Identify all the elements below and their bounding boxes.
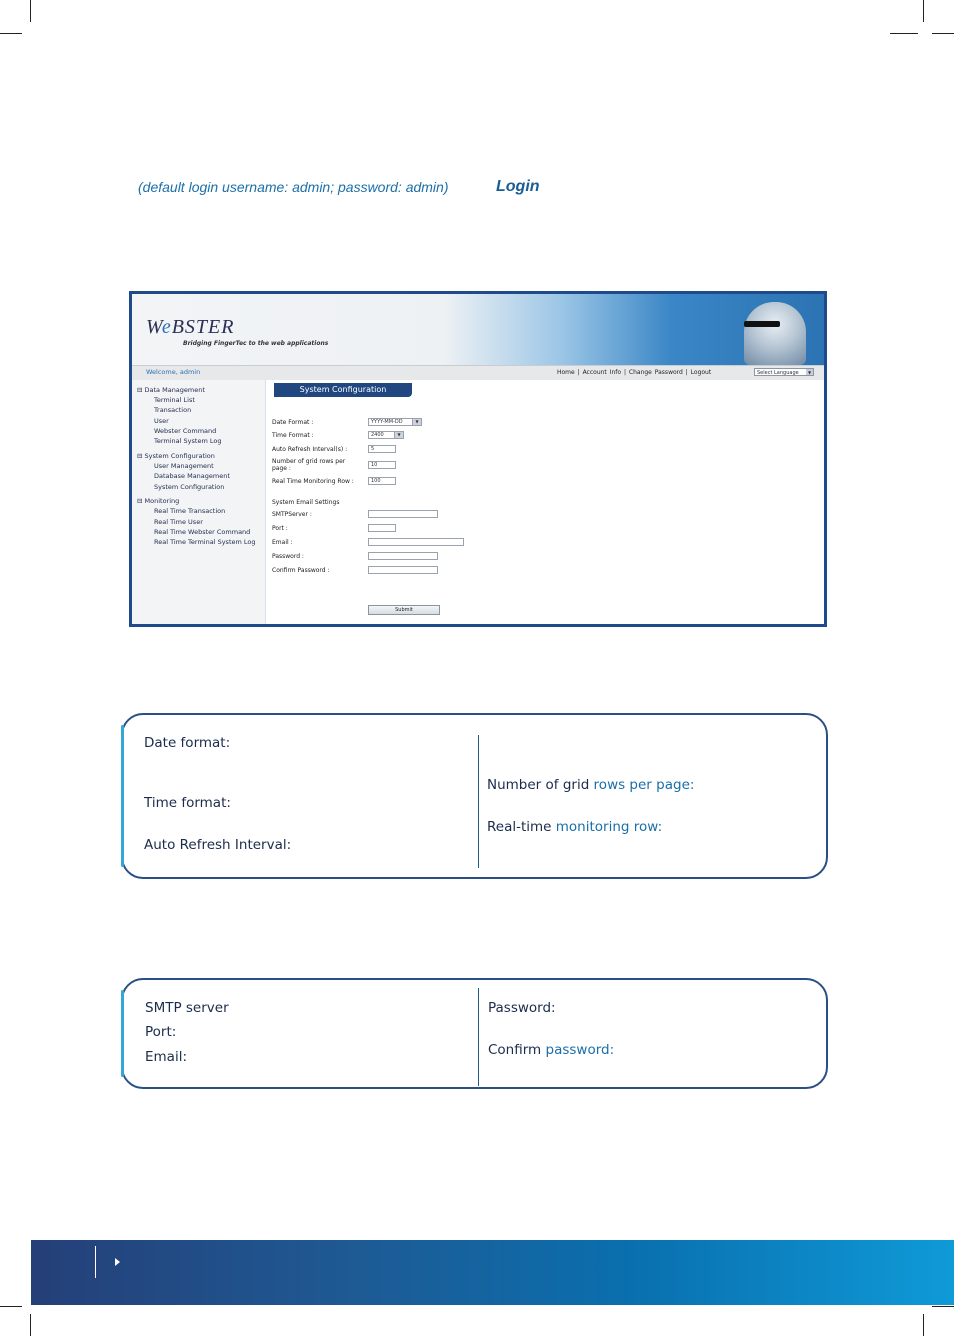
time-format-label: Time Format : [272,432,314,439]
password-input[interactable] [368,552,438,560]
crop-mark [30,1314,31,1336]
sidebar-item-real-time-webster-command[interactable]: Real Time Webster Command [154,528,251,536]
language-select[interactable]: Select Language ▼ [754,368,814,376]
confirm-password-term: Confirm password: [488,1042,615,1058]
chevron-down-icon: ▼ [394,432,403,438]
password-label: Password : [272,553,304,560]
smtp-label: SMTPServer : [272,511,312,518]
robot-visor [744,321,780,327]
sidebar-item-user[interactable]: User [154,417,169,425]
crop-mark [932,1306,954,1307]
date-format-label: Date Format : [272,419,314,426]
crop-mark [30,0,31,22]
box-divider [478,735,479,868]
sidebar-item-webster-command[interactable]: Webster Command [154,427,217,435]
webster-screenshot [129,291,827,627]
monitoring-row-input[interactable]: 100 [368,477,396,485]
sidebar [132,380,266,627]
chevron-down-icon: ▼ [412,419,421,425]
sidebar-item-user-management[interactable]: User Management [154,462,214,470]
sidebar-item-transaction[interactable]: Transaction [154,406,192,414]
box-divider [478,988,479,1086]
nav-links: Home | Account Info | Change Password | Logout [557,369,712,376]
footer-band [31,1240,954,1305]
port-label: Port : [272,525,288,532]
crop-mark [923,0,924,22]
email-input[interactable] [368,538,464,546]
email-label: Email : [272,539,293,546]
nav-logout[interactable]: Logout [690,369,712,376]
webster-logo: WeBSTER [146,316,235,338]
crop-mark [0,1306,22,1307]
top-navbar [132,365,824,381]
login-heading: Login [496,178,540,195]
nav-home[interactable]: Home [557,369,575,376]
nav-account-info[interactable]: Account Info [582,369,622,376]
grid-rows-input[interactable]: 10 [368,461,396,469]
sidebar-group-data-management[interactable]: ⊟ Data Management [137,386,205,394]
nav-change-password[interactable]: Change Password [628,369,683,376]
sidebar-item-real-time-terminal-system-log[interactable]: Real Time Terminal System Log [154,538,256,546]
grid-rows-label-2: page : [272,465,291,472]
config-panel [266,380,824,627]
sidebar-item-terminal-list[interactable]: Terminal List [154,396,195,404]
auto-refresh-term: Auto Refresh Interval: [144,837,292,853]
panel-title: System Configuration [274,383,412,397]
password-term: Password: [488,1000,556,1016]
monitoring-row-term: Real-time monitoring row: [487,819,663,835]
time-format-term: Time format: [144,795,231,811]
grid-rows-label: Number of grid rows per [272,458,346,465]
auto-refresh-input[interactable]: 5 [368,445,396,453]
crop-mark [923,1314,924,1336]
crop-mark [0,33,22,34]
welcome-text: Welcome, admin [146,368,201,376]
time-format-select[interactable]: 2400 ▼ [368,431,404,439]
smtp-server-term: SMTP server [145,1000,229,1016]
default-login-note: (default login username: admin; password: admin) [138,179,449,195]
date-format-select[interactable]: YYYY-MM-DD ▼ [368,418,422,426]
email-settings-heading: System Email Settings [272,499,340,506]
robot-image [744,302,806,365]
crop-mark [890,33,918,34]
sidebar-group-monitoring[interactable]: ⊟ Monitoring [137,497,180,505]
date-format-term: Date format: [144,735,231,751]
email-term: Email: [145,1049,188,1065]
sidebar-item-database-management[interactable]: Database Management [154,472,230,480]
monitoring-row-label: Real Time Monitoring Row : [272,478,354,485]
submit-button[interactable]: Submit [368,605,440,615]
confirm-password-label: Confirm Password : [272,567,330,574]
confirm-password-input[interactable] [368,566,438,574]
port-term: Port: [145,1024,177,1040]
port-input[interactable] [368,524,396,532]
sidebar-item-system-configuration[interactable]: System Configuration [154,483,225,491]
arrow-right-icon [115,1258,120,1266]
logo-tagline: Bridging FingerTec to the web applications [183,340,329,347]
sidebar-group-system-configuration[interactable]: ⊟ System Configuration [137,452,215,460]
sidebar-item-real-time-transaction[interactable]: Real Time Transaction [154,507,226,515]
smtp-input[interactable] [368,510,438,518]
grid-rows-term: Number of grid rows per page: [487,777,695,793]
sidebar-item-real-time-user[interactable]: Real Time User [154,518,203,526]
chevron-down-icon: ▼ [807,370,812,375]
sidebar-item-terminal-system-log[interactable]: Terminal System Log [154,437,222,445]
display-settings-box [121,713,828,879]
email-settings-box [121,978,828,1089]
footer-separator [95,1246,96,1278]
crop-mark [932,33,954,34]
auto-refresh-label: Auto Refresh Interval(s) : [272,446,348,453]
header-banner [132,294,824,365]
